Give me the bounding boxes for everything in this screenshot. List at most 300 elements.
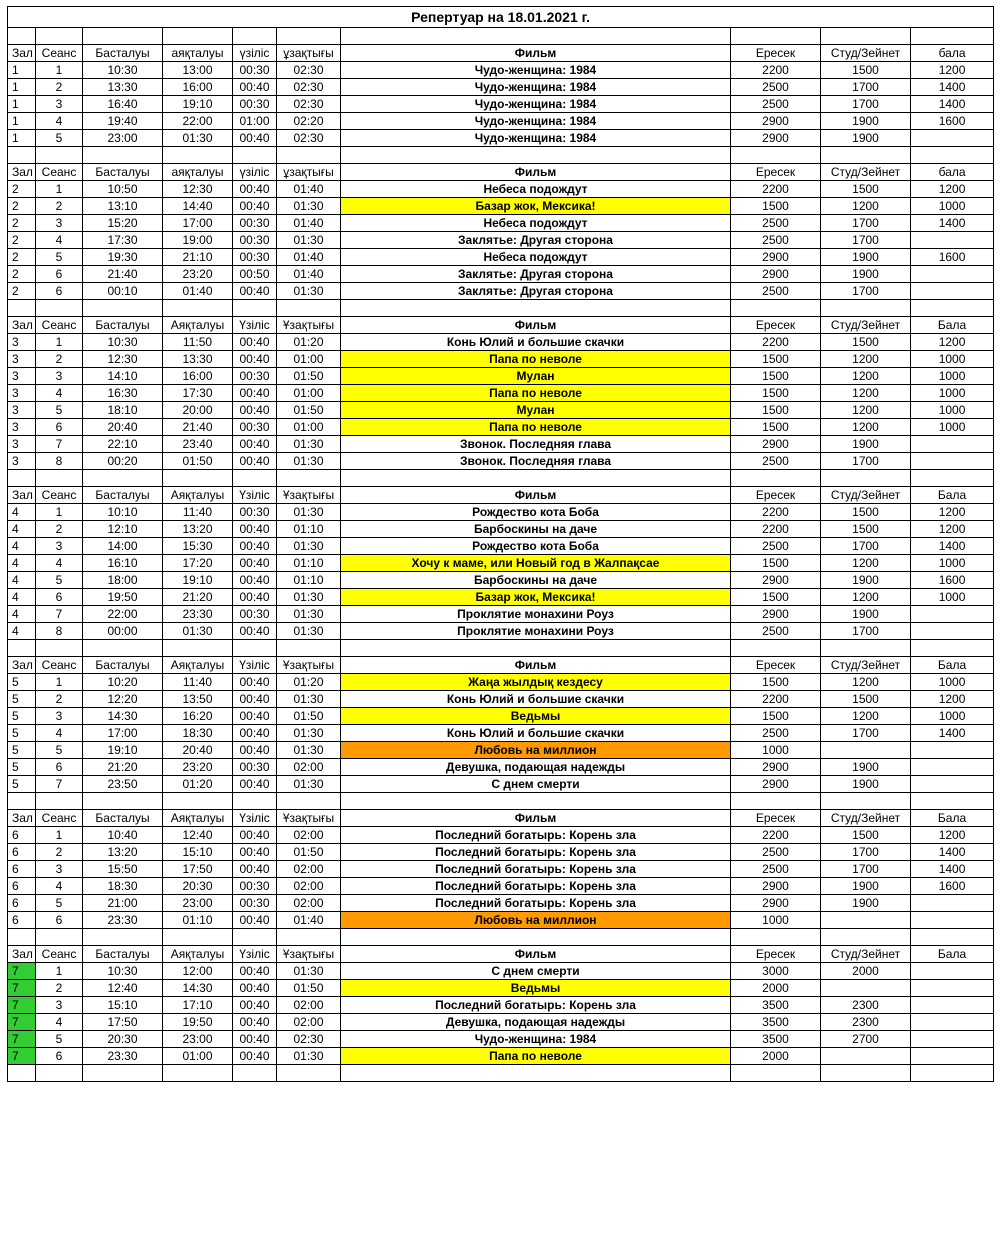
empty-cell <box>911 300 994 317</box>
table-row <box>8 674 994 691</box>
cell-session: 3 <box>36 538 83 555</box>
cell-session: 4 <box>36 725 83 742</box>
cell-end: 16:20 <box>163 708 233 725</box>
column-header-child: Бала <box>911 317 994 334</box>
cell-session: 6 <box>36 759 83 776</box>
empty-cell <box>277 793 341 810</box>
cell-student <box>821 1048 911 1065</box>
header-row <box>8 946 994 963</box>
cell-duration: 01:30 <box>277 725 341 742</box>
cell-end: 01:50 <box>163 453 233 470</box>
cell-adult: 2500 <box>731 215 821 232</box>
cell-film: Базар жок, Мексика! <box>341 589 731 606</box>
cell-film: Заклятье: Другая сторона <box>341 266 731 283</box>
cell-film: Чудо-женщина: 1984 <box>341 1031 731 1048</box>
empty-cell <box>83 470 163 487</box>
cell-start: 22:00 <box>83 606 163 623</box>
cell-adult: 2200 <box>731 827 821 844</box>
cell-student: 1900 <box>821 878 911 895</box>
cell-hall: 2 <box>8 232 36 249</box>
cell-film: Звонок. Последняя глава <box>341 453 731 470</box>
table-row <box>8 691 994 708</box>
empty-cell <box>277 1065 341 1082</box>
cell-student: 1200 <box>821 402 911 419</box>
cell-end: 12:30 <box>163 181 233 198</box>
cell-adult: 1500 <box>731 708 821 725</box>
cell-student: 1900 <box>821 249 911 266</box>
empty-cell <box>8 929 36 946</box>
column-header-duration: Ұзақтығы <box>277 810 341 827</box>
cell-child: 1000 <box>911 674 994 691</box>
table-row <box>8 521 994 538</box>
empty-cell <box>911 640 994 657</box>
cell-hall: 3 <box>8 334 36 351</box>
cell-session: 7 <box>36 436 83 453</box>
cell-duration: 01:20 <box>277 674 341 691</box>
cell-start: 16:40 <box>83 96 163 113</box>
cell-session: 8 <box>36 453 83 470</box>
column-header-adult: Ересек <box>731 164 821 181</box>
column-header-session: Сеанс <box>36 45 83 62</box>
cell-end: 13:20 <box>163 521 233 538</box>
cell-child: 1400 <box>911 861 994 878</box>
cell-film: С днем смерти <box>341 776 731 793</box>
cell-student: 1700 <box>821 453 911 470</box>
cell-end: 20:40 <box>163 742 233 759</box>
cell-end: 21:10 <box>163 249 233 266</box>
cell-film: Заклятье: Другая сторона <box>341 232 731 249</box>
empty-cell <box>36 28 83 45</box>
cell-break: 00:30 <box>233 96 277 113</box>
spacer-row <box>8 470 994 487</box>
cell-duration: 01:10 <box>277 521 341 538</box>
cell-end: 19:00 <box>163 232 233 249</box>
cell-film: Папа по неволе <box>341 385 731 402</box>
cell-hall: 1 <box>8 113 36 130</box>
cell-adult: 2500 <box>731 623 821 640</box>
cell-child <box>911 436 994 453</box>
cell-student: 1500 <box>821 334 911 351</box>
cell-child <box>911 980 994 997</box>
spacer-row <box>8 1065 994 1082</box>
cell-start: 16:30 <box>83 385 163 402</box>
cell-student: 1900 <box>821 776 911 793</box>
cell-adult: 2900 <box>731 572 821 589</box>
cell-start: 17:50 <box>83 1014 163 1031</box>
cell-hall: 6 <box>8 861 36 878</box>
cell-hall: 2 <box>8 181 36 198</box>
cell-film: С днем смерти <box>341 963 731 980</box>
cell-hall: 4 <box>8 504 36 521</box>
cell-duration: 02:30 <box>277 79 341 96</box>
empty-cell <box>233 640 277 657</box>
table-row <box>8 1031 994 1048</box>
cell-film: Любовь на миллион <box>341 742 731 759</box>
cell-hall: 4 <box>8 623 36 640</box>
table-row <box>8 895 994 912</box>
cell-duration: 01:30 <box>277 606 341 623</box>
cell-hall: 2 <box>8 283 36 300</box>
column-header-duration: ұзақтығы <box>277 45 341 62</box>
cell-hall: 6 <box>8 895 36 912</box>
cell-adult: 2500 <box>731 232 821 249</box>
empty-cell <box>36 793 83 810</box>
cell-end: 23:00 <box>163 1031 233 1048</box>
empty-cell <box>277 929 341 946</box>
column-header-start: Басталуы <box>83 487 163 504</box>
cell-start: 18:10 <box>83 402 163 419</box>
cell-student: 1200 <box>821 708 911 725</box>
cell-session: 4 <box>36 878 83 895</box>
cell-student: 1700 <box>821 215 911 232</box>
cell-film: Конь Юлий и большие скачки <box>341 691 731 708</box>
cell-adult: 3500 <box>731 997 821 1014</box>
column-header-adult: Ересек <box>731 317 821 334</box>
spacer-row <box>8 793 994 810</box>
cell-duration: 01:10 <box>277 572 341 589</box>
cell-session: 3 <box>36 997 83 1014</box>
empty-cell <box>233 300 277 317</box>
cell-film: Мулан <box>341 368 731 385</box>
cell-session: 8 <box>36 623 83 640</box>
cell-adult: 1500 <box>731 385 821 402</box>
cell-duration: 02:30 <box>277 62 341 79</box>
cell-end: 22:00 <box>163 113 233 130</box>
empty-cell <box>821 28 911 45</box>
cell-child <box>911 1031 994 1048</box>
cell-start: 13:20 <box>83 844 163 861</box>
cell-duration: 02:30 <box>277 96 341 113</box>
cell-end: 13:50 <box>163 691 233 708</box>
column-header-end: Аяқталуы <box>163 317 233 334</box>
table-row <box>8 181 994 198</box>
empty-cell <box>83 300 163 317</box>
column-header-break: Үзіліс <box>233 487 277 504</box>
cell-film: Конь Юлий и большие скачки <box>341 334 731 351</box>
cell-end: 16:00 <box>163 79 233 96</box>
cell-child: 1600 <box>911 878 994 895</box>
cell-child: 1000 <box>911 419 994 436</box>
cell-start: 23:50 <box>83 776 163 793</box>
cell-film: Барбоскины на даче <box>341 521 731 538</box>
empty-cell <box>341 929 731 946</box>
cell-student: 1900 <box>821 572 911 589</box>
empty-cell <box>821 300 911 317</box>
empty-cell <box>731 1065 821 1082</box>
header-row <box>8 164 994 181</box>
column-header-end: Аяқталуы <box>163 487 233 504</box>
cell-break: 00:40 <box>233 453 277 470</box>
cell-break: 00:40 <box>233 385 277 402</box>
cell-break: 00:30 <box>233 606 277 623</box>
column-header-film: Фильм <box>341 487 731 504</box>
table-row <box>8 266 994 283</box>
cell-student: 1700 <box>821 725 911 742</box>
empty-cell <box>731 470 821 487</box>
spacer-row <box>8 929 994 946</box>
empty-cell <box>163 28 233 45</box>
cell-end: 19:50 <box>163 1014 233 1031</box>
cell-break: 00:40 <box>233 283 277 300</box>
column-header-start: Басталуы <box>83 45 163 62</box>
cell-hall: 2 <box>8 266 36 283</box>
cell-start: 23:00 <box>83 130 163 147</box>
cell-duration: 01:40 <box>277 912 341 929</box>
cell-hall: 3 <box>8 402 36 419</box>
cell-session: 2 <box>36 691 83 708</box>
cell-child <box>911 232 994 249</box>
cell-hall: 2 <box>8 198 36 215</box>
table-row <box>8 623 994 640</box>
empty-cell <box>341 28 731 45</box>
cell-break: 00:40 <box>233 572 277 589</box>
cell-start: 13:30 <box>83 79 163 96</box>
empty-cell <box>277 300 341 317</box>
title-row <box>8 7 994 28</box>
cell-student: 1700 <box>821 861 911 878</box>
empty-cell <box>731 147 821 164</box>
cell-end: 01:30 <box>163 623 233 640</box>
cell-child <box>911 759 994 776</box>
cell-hall: 4 <box>8 572 36 589</box>
column-header-adult: Ересек <box>731 45 821 62</box>
empty-cell <box>233 1065 277 1082</box>
cell-film: Чудо-женщина: 1984 <box>341 96 731 113</box>
cell-film: Чудо-женщина: 1984 <box>341 62 731 79</box>
cell-break: 00:40 <box>233 912 277 929</box>
cell-duration: 01:50 <box>277 708 341 725</box>
cell-child: 1000 <box>911 589 994 606</box>
cell-session: 2 <box>36 844 83 861</box>
cell-film: Папа по неволе <box>341 351 731 368</box>
cell-adult: 1000 <box>731 742 821 759</box>
cell-start: 10:30 <box>83 334 163 351</box>
cell-session: 7 <box>36 776 83 793</box>
cell-adult: 2900 <box>731 436 821 453</box>
cell-adult: 1500 <box>731 198 821 215</box>
column-header-end: Аяқталуы <box>163 810 233 827</box>
cell-end: 13:00 <box>163 62 233 79</box>
cell-start: 00:00 <box>83 623 163 640</box>
cell-film: Чудо-женщина: 1984 <box>341 113 731 130</box>
cell-start: 13:10 <box>83 198 163 215</box>
cell-child: 1000 <box>911 368 994 385</box>
cell-session: 1 <box>36 62 83 79</box>
cell-adult: 3500 <box>731 1014 821 1031</box>
cell-student: 1500 <box>821 521 911 538</box>
cell-break: 00:30 <box>233 504 277 521</box>
empty-cell <box>163 1065 233 1082</box>
cell-break: 00:40 <box>233 555 277 572</box>
empty-cell <box>821 640 911 657</box>
cell-session: 5 <box>36 130 83 147</box>
cell-end: 23:40 <box>163 436 233 453</box>
cell-child <box>911 997 994 1014</box>
empty-cell <box>821 793 911 810</box>
cell-adult: 2500 <box>731 79 821 96</box>
cell-adult: 2500 <box>731 844 821 861</box>
empty-cell <box>731 929 821 946</box>
table-row <box>8 232 994 249</box>
cell-duration: 01:30 <box>277 453 341 470</box>
cell-start: 12:20 <box>83 691 163 708</box>
table-row <box>8 555 994 572</box>
cell-adult: 2500 <box>731 725 821 742</box>
cell-student: 1500 <box>821 691 911 708</box>
cell-start: 14:10 <box>83 368 163 385</box>
cell-end: 14:40 <box>163 198 233 215</box>
cell-film: Рождество кота Боба <box>341 538 731 555</box>
empty-cell <box>731 640 821 657</box>
cell-child <box>911 963 994 980</box>
table-row <box>8 283 994 300</box>
cell-start: 17:30 <box>83 232 163 249</box>
cell-session: 1 <box>36 827 83 844</box>
cell-end: 19:10 <box>163 96 233 113</box>
cell-child <box>911 623 994 640</box>
cell-session: 6 <box>36 419 83 436</box>
empty-cell <box>341 793 731 810</box>
cell-hall: 2 <box>8 215 36 232</box>
cell-duration: 02:00 <box>277 997 341 1014</box>
cell-break: 00:40 <box>233 997 277 1014</box>
cell-adult: 3500 <box>731 1031 821 1048</box>
empty-cell <box>731 300 821 317</box>
cell-child: 1400 <box>911 96 994 113</box>
cell-end: 17:00 <box>163 215 233 232</box>
cell-break: 00:50 <box>233 266 277 283</box>
cell-session: 1 <box>36 334 83 351</box>
cell-hall: 5 <box>8 691 36 708</box>
cell-start: 10:30 <box>83 963 163 980</box>
cell-duration: 01:30 <box>277 1048 341 1065</box>
cell-start: 18:30 <box>83 878 163 895</box>
cell-session: 6 <box>36 266 83 283</box>
table-row <box>8 606 994 623</box>
cell-hall: 1 <box>8 62 36 79</box>
cell-film: Заклятье: Другая сторона <box>341 283 731 300</box>
empty-cell <box>163 793 233 810</box>
cell-hall: 6 <box>8 827 36 844</box>
empty-cell <box>821 1065 911 1082</box>
cell-duration: 02:00 <box>277 759 341 776</box>
repertoire-table <box>7 6 994 1082</box>
table-row <box>8 79 994 96</box>
cell-hall: 7 <box>8 997 36 1014</box>
cell-session: 3 <box>36 861 83 878</box>
cell-break: 01:00 <box>233 113 277 130</box>
column-header-break: үзіліс <box>233 45 277 62</box>
cell-start: 10:40 <box>83 827 163 844</box>
cell-start: 14:00 <box>83 538 163 555</box>
cell-break: 00:40 <box>233 725 277 742</box>
cell-break: 00:30 <box>233 249 277 266</box>
column-header-end: аяқталуы <box>163 164 233 181</box>
cell-duration: 01:50 <box>277 980 341 997</box>
cell-adult: 1500 <box>731 419 821 436</box>
table-row <box>8 708 994 725</box>
cell-adult: 2900 <box>731 878 821 895</box>
cell-film: Хочу к маме, или Новый год в Жалпақсае <box>341 555 731 572</box>
empty-cell <box>233 147 277 164</box>
cell-hall: 1 <box>8 79 36 96</box>
cell-duration: 01:30 <box>277 742 341 759</box>
cell-hall: 3 <box>8 351 36 368</box>
cell-start: 19:10 <box>83 742 163 759</box>
empty-cell <box>83 147 163 164</box>
cell-film: Последний богатырь: Корень зла <box>341 861 731 878</box>
table-row <box>8 113 994 130</box>
cell-break: 00:40 <box>233 623 277 640</box>
table-row <box>8 827 994 844</box>
empty-cell <box>36 640 83 657</box>
empty-cell <box>8 470 36 487</box>
column-header-film: Фильм <box>341 45 731 62</box>
cell-duration: 01:00 <box>277 385 341 402</box>
cell-hall: 2 <box>8 249 36 266</box>
table-row <box>8 198 994 215</box>
cell-child: 1000 <box>911 198 994 215</box>
cell-start: 10:20 <box>83 674 163 691</box>
cell-student: 1700 <box>821 96 911 113</box>
empty-cell <box>8 640 36 657</box>
cell-adult: 1500 <box>731 674 821 691</box>
cell-hall: 5 <box>8 674 36 691</box>
cell-end: 16:00 <box>163 368 233 385</box>
repertoire-body <box>8 7 994 1082</box>
cell-hall: 1 <box>8 96 36 113</box>
table-row <box>8 1014 994 1031</box>
cell-start: 00:10 <box>83 283 163 300</box>
cell-end: 15:10 <box>163 844 233 861</box>
cell-duration: 01:40 <box>277 249 341 266</box>
cell-film: Последний богатырь: Корень зла <box>341 827 731 844</box>
cell-adult: 2200 <box>731 504 821 521</box>
cell-duration: 02:20 <box>277 113 341 130</box>
table-row <box>8 504 994 521</box>
cell-child <box>911 130 994 147</box>
cell-student: 2300 <box>821 997 911 1014</box>
column-header-hall: Зал <box>8 164 36 181</box>
cell-film: Барбоскины на даче <box>341 572 731 589</box>
empty-cell <box>83 929 163 946</box>
cell-adult: 2500 <box>731 538 821 555</box>
cell-end: 13:30 <box>163 351 233 368</box>
empty-cell <box>821 147 911 164</box>
cell-child <box>911 895 994 912</box>
cell-child <box>911 266 994 283</box>
column-header-student: Студ/Зейнет <box>821 487 911 504</box>
cell-duration: 01:10 <box>277 555 341 572</box>
cell-film: Конь Юлий и большие скачки <box>341 725 731 742</box>
cell-film: Проклятие монахини Роуз <box>341 623 731 640</box>
cell-hall: 5 <box>8 742 36 759</box>
cell-session: 1 <box>36 963 83 980</box>
cell-session: 3 <box>36 368 83 385</box>
cell-child <box>911 1014 994 1031</box>
cell-hall: 7 <box>8 1031 36 1048</box>
cell-duration: 01:30 <box>277 691 341 708</box>
cell-break: 00:30 <box>233 215 277 232</box>
cell-student: 1900 <box>821 895 911 912</box>
empty-cell <box>8 28 36 45</box>
cell-student: 1700 <box>821 283 911 300</box>
cell-child: 1600 <box>911 113 994 130</box>
cell-end: 11:50 <box>163 334 233 351</box>
table-row <box>8 538 994 555</box>
cell-film: Любовь на миллион <box>341 912 731 929</box>
cell-student: 1200 <box>821 368 911 385</box>
